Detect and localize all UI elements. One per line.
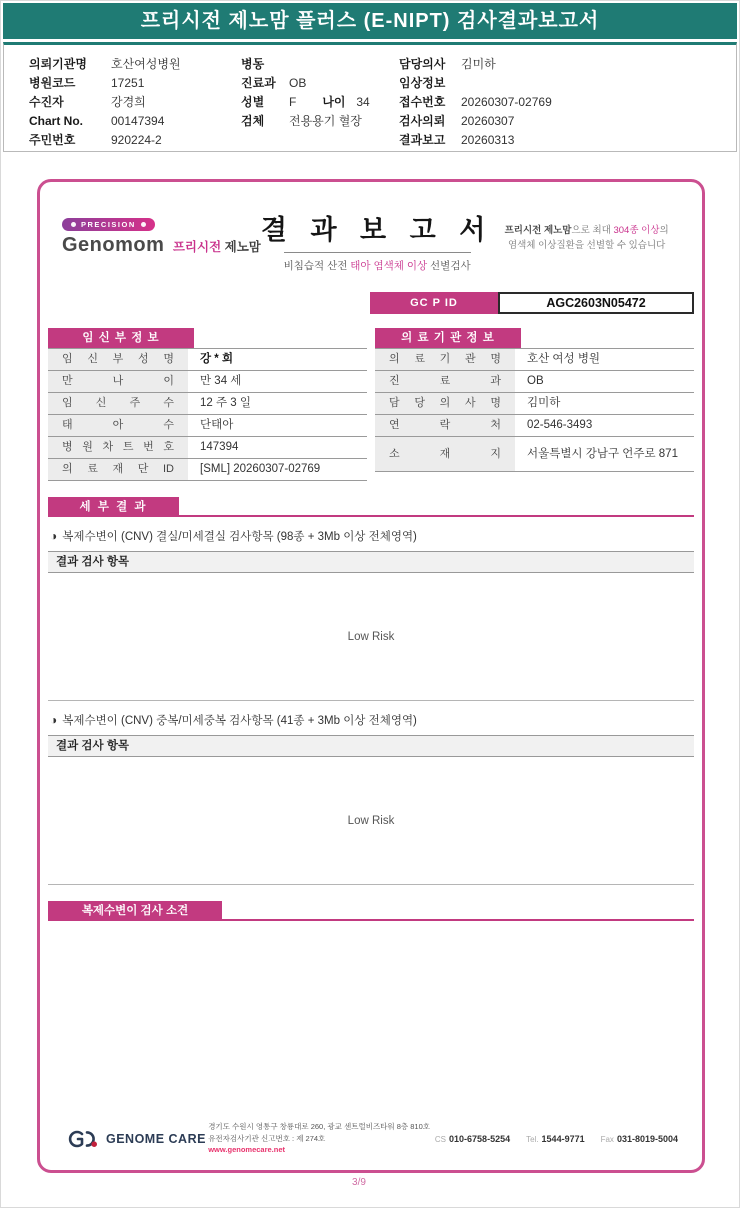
- info-row: [29, 92, 241, 111]
- cnv-deletion-title: 복제수변이 (CNV) 결실/미세결실 검사항목 (98종 + 3Mb 이상 전체영역): [62, 531, 417, 543]
- brand-korean-name: 프리시전 제노맘: [172, 240, 261, 254]
- tel-contact: Tel. 1544-9771: [526, 1133, 585, 1144]
- row-value: 12 주 3 일: [188, 393, 367, 414]
- cnv-duplication-title-line: [50, 712, 692, 728]
- row-label: 연 락 처: [375, 415, 515, 436]
- row-value: 김미하: [515, 393, 694, 414]
- report-card-title: 결 과 보 고 서: [260, 215, 494, 245]
- findings-empty-area: [48, 921, 694, 1121]
- page-number: 3/9: [352, 1177, 366, 1188]
- field-label: 병원코드: [29, 76, 76, 90]
- patient-info-col1: [29, 54, 241, 151]
- field-label: 검체: [241, 114, 265, 128]
- info-row: [29, 111, 241, 130]
- mother-info-header: 임 신 부 정 보: [48, 328, 194, 348]
- company-license: 유전자검사기관 신고번호 : 제 274호: [208, 1133, 326, 1143]
- table-row: [48, 348, 367, 370]
- result-report-card: [37, 179, 705, 1173]
- info-row: [241, 92, 399, 111]
- info-row: [29, 73, 241, 92]
- row-value: 호산 여성 병원: [515, 349, 694, 370]
- row-label: 의 료 재 단 ID: [48, 459, 188, 480]
- clinic-info-header: 의 료 기 관 정 보: [375, 328, 521, 348]
- field-value: 김미하: [461, 57, 496, 71]
- report-card-header: [62, 200, 680, 278]
- cnv-deletion-section: [48, 517, 694, 701]
- low-risk-result: Low Risk: [347, 630, 395, 643]
- field-label: 나이: [322, 95, 346, 109]
- row-value: 147394: [188, 437, 367, 458]
- gcpid-value: AGC2603N05472: [498, 292, 694, 314]
- info-row: [399, 111, 736, 130]
- table-row: [375, 348, 694, 370]
- contact-block: [435, 1134, 684, 1144]
- table-row: [48, 458, 367, 481]
- info-row: [241, 73, 399, 92]
- gcpid-label: GC P ID: [370, 292, 498, 314]
- table-row: [48, 392, 367, 414]
- row-value: [SML] 20260307-02769: [188, 459, 367, 480]
- row-label: 병 원 차 트 번 호: [48, 437, 188, 458]
- row-label: 임 신 주 수: [48, 393, 188, 414]
- genomecare-logo: [58, 1129, 208, 1149]
- row-value: 02-546-3493: [515, 415, 694, 436]
- half-circle-icon: ◑: [50, 713, 58, 727]
- field-value: F: [289, 94, 297, 109]
- row-label: 진 료 과: [375, 371, 515, 392]
- cnv-deletion-title-line: [50, 528, 692, 544]
- genomecare-logo-text: GENOME CARE: [106, 1131, 206, 1146]
- half-circle-icon: ◑: [50, 529, 58, 543]
- company-website-link[interactable]: www.genomecare.net: [208, 1145, 286, 1155]
- badge-dot-icon: [141, 222, 146, 227]
- badge-dot-icon: [71, 222, 76, 227]
- table-row: [375, 370, 694, 392]
- row-label: 소 재 지: [375, 437, 515, 471]
- info-row: [29, 130, 241, 149]
- report-card-footer: [58, 1121, 684, 1156]
- row-value: 만 34 세: [188, 371, 367, 392]
- row-label: 담 당 의 사 명: [375, 393, 515, 414]
- info-row: [241, 111, 399, 130]
- table-row: [48, 436, 367, 458]
- detail-results-tab: 세 부 결 과: [48, 497, 179, 517]
- field-value: 강경희: [111, 95, 146, 109]
- info-tables-row: [48, 328, 694, 481]
- cnv-deletion-result-area: [48, 573, 694, 701]
- detail-results-section-header: [48, 497, 694, 517]
- field-value: OB: [289, 75, 307, 90]
- table-row: [375, 392, 694, 414]
- report-tagline: 프리시전 제노맘으로 최대 304종 이상의 염색체 이상질환을 선별할 수 있습니다: [504, 225, 669, 251]
- brand-line: [62, 234, 261, 257]
- field-label: 의뢰기관명: [29, 57, 87, 71]
- field-label: Chart No.: [29, 113, 83, 128]
- row-label: 만 나 이: [48, 371, 188, 392]
- field-value: 920224-2: [111, 132, 162, 147]
- tagline-line2: 염색체 이상질환을 선별할 수 있습니다: [507, 239, 666, 251]
- row-value: 단태아: [188, 415, 367, 436]
- gcpid-row: [48, 292, 694, 314]
- info-row: [399, 130, 736, 149]
- field-label: 수진자: [29, 95, 64, 109]
- fax-contact: Fax 031-8019-5004: [600, 1133, 678, 1144]
- info-row: [399, 54, 736, 73]
- info-row: [399, 92, 736, 111]
- field-value: 20260313: [461, 132, 515, 147]
- field-label: 진료과: [241, 76, 276, 90]
- field-label: 임상정보: [399, 76, 446, 90]
- row-label: 임 신 부 성 명: [48, 349, 188, 370]
- field-label: 담당의사: [399, 57, 446, 71]
- field-value: 전용용기 혈장: [289, 114, 362, 128]
- genomecare-logo-icon: [68, 1129, 100, 1149]
- field-value: 20260307-02769: [461, 94, 552, 109]
- field-value: 호산여성병원: [111, 57, 181, 71]
- cnv-duplication-result-area: [48, 757, 694, 885]
- company-address: 경기도 수원시 영통구 창룡대로 260, 광교 센트럴비즈타워 8층 810호: [208, 1122, 431, 1132]
- genomom-brand-block: [62, 200, 261, 278]
- table-row: [48, 414, 367, 436]
- row-value: OB: [515, 371, 694, 392]
- info-row: [29, 54, 241, 73]
- field-value: 34: [356, 94, 370, 109]
- low-risk-result: Low Risk: [347, 814, 395, 827]
- cs-contact: CS 010-6758-5254: [434, 1133, 511, 1144]
- report-title-banner: [3, 3, 737, 39]
- field-label: 검사의뢰: [399, 114, 446, 128]
- field-label: 결과보고: [399, 133, 446, 147]
- clinic-info-table: [375, 328, 694, 481]
- field-value: 20260307: [461, 113, 515, 128]
- info-row: [399, 73, 736, 92]
- table-row: [375, 414, 694, 436]
- cnv-duplication-title: 복제수변이 (CNV) 중복/미세중복 검사항목 (41종 + 3Mb 이상 전체영역): [62, 715, 417, 727]
- row-value: 강 * 희: [188, 349, 367, 370]
- patient-info-col2: [241, 54, 399, 151]
- cnv-duplication-section: [48, 701, 694, 885]
- field-label: 주민번호: [29, 133, 76, 147]
- row-label: 의 료 기 관 명: [375, 349, 515, 370]
- patient-info-col3: [399, 54, 736, 151]
- field-label: 접수번호: [399, 95, 446, 109]
- field-label: 성별: [241, 95, 265, 109]
- report-title: 프리시전 제노맘 플러스 (E-NIPT) 검사결과보고서: [140, 10, 600, 32]
- precision-badge-label: PRECISION: [81, 220, 136, 229]
- row-label: 태 아 수: [48, 415, 188, 436]
- table-row: [48, 370, 367, 392]
- row-value: 서울특별시 강남구 언주로 871: [515, 437, 694, 471]
- patient-info-box: [3, 42, 737, 152]
- info-row: [241, 54, 399, 73]
- cnv-findings-section-header: [48, 901, 694, 921]
- result-items-column-header: 결과 검사 항목: [48, 735, 694, 757]
- mother-info-table: [48, 328, 367, 481]
- report-card-subtitle: 비침습적 산전 태아 염색체 이상 선별검사: [284, 252, 471, 273]
- table-row: [375, 436, 694, 472]
- result-items-column-header: 결과 검사 항목: [48, 551, 694, 573]
- field-value: 17251: [111, 75, 145, 90]
- precision-badge: [62, 218, 155, 231]
- cnv-findings-tab: 복제수변이 검사 소견: [48, 901, 222, 921]
- report-card-title-block: [261, 200, 493, 278]
- genomom-logo: Genomom: [62, 234, 165, 256]
- field-value: 00147394: [111, 113, 165, 128]
- company-address-block: [208, 1121, 435, 1156]
- field-label: 병동: [241, 57, 265, 71]
